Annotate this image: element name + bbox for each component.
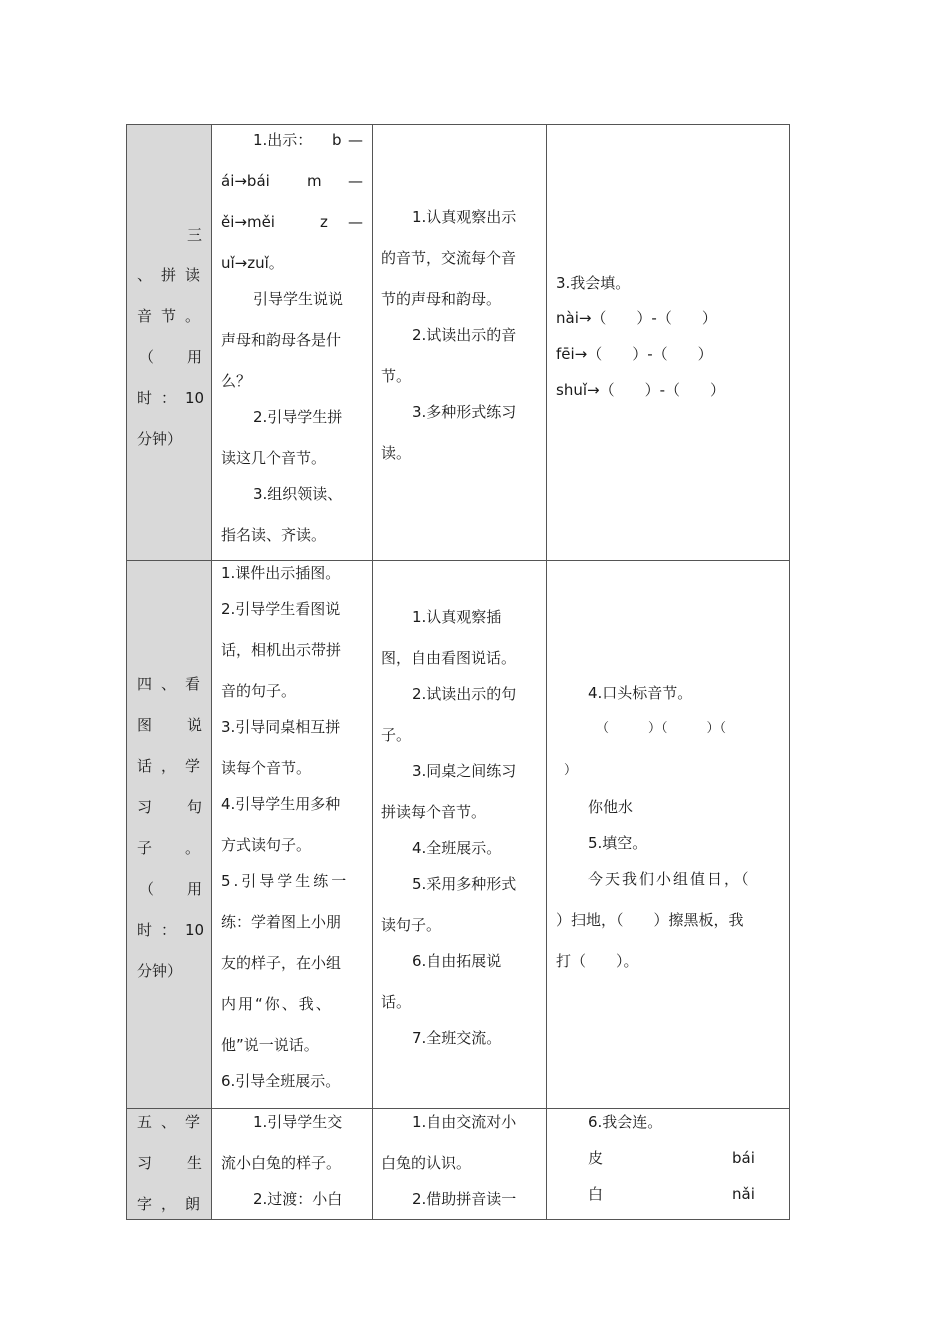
stage-text: 图 <box>137 716 153 734</box>
student-text: 7.全班交流。 <box>412 1029 502 1047</box>
teacher-text: uǐ→zuǐ。 <box>221 254 284 272</box>
teacher-text: 话，相机出示带拼 <box>221 641 342 659</box>
row-divider <box>127 560 789 561</box>
stage-text: 字，朗 <box>137 1195 210 1213</box>
stage-text: 子 <box>137 839 153 857</box>
teacher-text: 5.引导学生练一 <box>221 872 350 890</box>
student-text: 1.自由交流对小 <box>412 1113 517 1131</box>
practice-text: （ ）（ ）（ <box>596 721 727 736</box>
student-text: 话。 <box>381 993 412 1011</box>
stage-text: 音节。 <box>137 307 210 325</box>
practice-text: 白 <box>588 1185 604 1203</box>
teacher-text: — <box>348 131 363 149</box>
teacher-text: 读这几个音节。 <box>221 449 327 467</box>
teacher-text: 声母和韵母各是什 <box>221 331 342 349</box>
stage-text: 句 <box>187 798 203 816</box>
practice-text: nǎi <box>732 1185 755 1203</box>
stage-text: 说 <box>187 716 203 734</box>
stage-text: 10 <box>185 389 205 407</box>
student-text: 3.同桌之间练习 <box>412 762 517 780</box>
stage-text: 话，学 <box>137 757 210 775</box>
lesson-plan-table <box>126 124 790 1220</box>
teacher-text: m <box>307 172 322 190</box>
practice-text: 今天我们小组值日，（ <box>588 870 751 888</box>
practice-text: 你他水 <box>588 798 634 816</box>
stage-text: 用 <box>187 348 203 366</box>
stage-text: 用 <box>187 880 203 898</box>
practice-text: 打（ ）。 <box>556 952 639 970</box>
stage-text: 10 <box>185 921 205 939</box>
practice-text: nài→（ ）-（ ） <box>556 309 717 327</box>
student-text: 读句子。 <box>381 916 442 934</box>
practice-text: 皮 <box>588 1149 604 1167</box>
student-text: 节的声母和韵母。 <box>381 290 502 308</box>
teacher-text: 方式读句子。 <box>221 836 312 854</box>
teacher-text: — <box>348 213 363 231</box>
stage-text: 习 <box>137 1154 153 1172</box>
teacher-text: 3.组织领读、 <box>253 485 343 503</box>
stage-text: ： <box>161 389 177 407</box>
student-text: 3.多种形式练习 <box>412 403 517 421</box>
student-text: 4.全班展示。 <box>412 839 502 857</box>
student-text: 1.认真观察出示 <box>412 208 517 226</box>
teacher-text: 读每个音节。 <box>221 759 312 777</box>
stage-text: 时 <box>137 921 153 939</box>
practice-text: ）扫地，（ ）擦黑板，我 <box>556 911 744 929</box>
practice-text: 4.口头标音节。 <box>588 684 693 702</box>
teacher-text: 1.出示： <box>253 131 313 149</box>
teacher-text: 流小白兔的样子。 <box>221 1154 342 1172</box>
teacher-text: 4.引导学生用多种 <box>221 795 341 813</box>
teacher-text: — <box>348 172 363 190</box>
stage-text: （ <box>139 880 155 898</box>
teacher-text: 音的句子。 <box>221 682 297 700</box>
column-divider <box>372 125 373 1219</box>
stage-text: 习 <box>137 798 153 816</box>
student-text: 的音节，交流每个音 <box>381 249 517 267</box>
student-text: 节。 <box>381 367 412 385</box>
teacher-text: 内用“你、我、 <box>221 995 333 1013</box>
teacher-text: 2.过渡：小白 <box>253 1190 343 1208</box>
teacher-text: 指名读、齐读。 <box>221 526 327 544</box>
teacher-text: 友的样子，在小组 <box>221 954 342 972</box>
practice-text: fēi→（ ）-（ ） <box>556 345 713 363</box>
stage-text: 。 <box>185 839 201 857</box>
teacher-text: z <box>320 213 328 231</box>
stage-cell-shade <box>127 561 211 1108</box>
student-text: 拼读每个音节。 <box>381 803 487 821</box>
teacher-text: 1.引导学生交 <box>253 1113 343 1131</box>
teacher-text: 引导学生说说 <box>253 290 344 308</box>
stage-text: 生 <box>187 1154 203 1172</box>
column-divider <box>211 125 212 1219</box>
teacher-text: 1.课件出示插图。 <box>221 564 341 582</box>
teacher-text: ěi→měi <box>221 213 275 231</box>
teacher-text: 练：学着图上小朋 <box>221 913 342 931</box>
stage-text: 四、看 <box>137 675 210 693</box>
student-text: 图，自由看图说话。 <box>381 649 517 667</box>
student-text: 白兔的认识。 <box>381 1154 472 1172</box>
student-text: 2.试读出示的音 <box>412 326 517 344</box>
student-text: 5.采用多种形式 <box>412 875 517 893</box>
student-text: 子。 <box>381 726 412 744</box>
stage-text: 时 <box>137 389 153 407</box>
teacher-text: 6.引导全班展示。 <box>221 1072 341 1090</box>
student-text: 2.试读出示的句 <box>412 685 517 703</box>
row-divider <box>127 1108 789 1109</box>
stage-text: ： <box>161 921 177 939</box>
practice-text: 5.填空。 <box>588 834 648 852</box>
practice-text: bái <box>732 1149 755 1167</box>
teacher-text: ái→bái <box>221 172 270 190</box>
practice-text: 3.我会填。 <box>556 274 631 292</box>
stage-text: 、拼读 <box>137 266 210 284</box>
stage-text: 分钟） <box>137 962 183 980</box>
teacher-text: b <box>332 131 342 149</box>
student-text: 2.借助拼音读一 <box>412 1190 517 1208</box>
teacher-text: 么？ <box>221 372 252 390</box>
stage-cell-shade <box>127 125 211 560</box>
practice-text: 6.我会连。 <box>588 1113 663 1131</box>
stage-text: （ <box>139 348 155 366</box>
stage-text: 五、学 <box>137 1113 210 1131</box>
stage-text: 分钟） <box>137 430 183 448</box>
practice-text: ） <box>564 763 578 778</box>
teacher-text: 他”说一说话。 <box>221 1036 319 1054</box>
teacher-text: 2.引导学生看图说 <box>221 600 341 618</box>
student-text: 1.认真观察插 <box>412 608 502 626</box>
stage-text: 三 <box>187 226 203 244</box>
teacher-text: 3.引导同桌相互拼 <box>221 718 341 736</box>
teacher-text: 2.引导学生拼 <box>253 408 343 426</box>
student-text: 6.自由拓展说 <box>412 952 502 970</box>
student-text: 读。 <box>381 444 412 462</box>
practice-text: shuǐ→（ ）-（ ） <box>556 381 725 399</box>
column-divider <box>546 125 547 1219</box>
